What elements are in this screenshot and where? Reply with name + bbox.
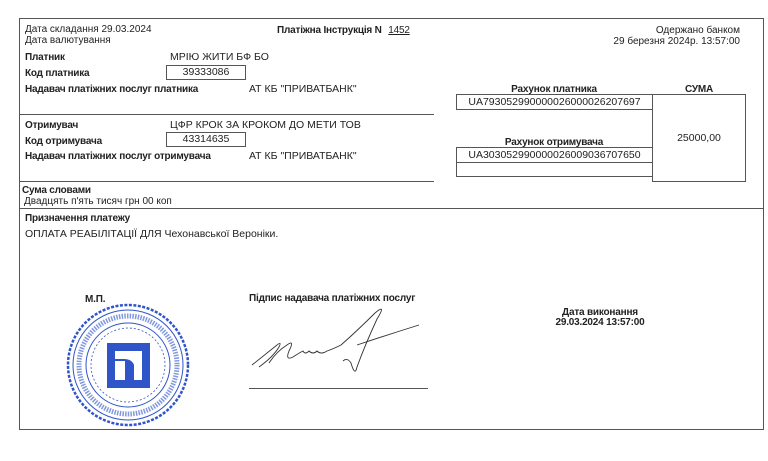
execution-date (540, 308, 660, 328)
payer-provider-label: Надавач платіжних послуг платника (25, 84, 199, 95)
recipient-name: ЦФР КРОК ЗА КРОКОМ ДО МЕТИ ТОВ (170, 119, 361, 131)
received-by-bank (613, 25, 740, 47)
stamp-label: М.П. (85, 294, 106, 305)
recipient-account-extra-box (456, 162, 653, 177)
received-value: 29 березня 2024р. 13:57:00 (613, 36, 740, 47)
bank-stamp-icon (66, 303, 190, 427)
purpose-label: Призначення платежу (25, 213, 130, 224)
payer-provider: АТ КБ "ПРИВАТБАНК" (249, 83, 357, 95)
amount-words-label: Сума словами (22, 185, 91, 196)
divider-words (20, 208, 764, 209)
instruction-label: Платіжна Інструкція N (277, 25, 382, 36)
divider-payer (20, 114, 434, 115)
instruction-number: 1452 (388, 25, 410, 36)
payer-account-box: UA793052990000026000026207697 (456, 94, 653, 110)
recipient-account-label: Рахунок отримувача (504, 137, 604, 148)
recipient-account-box: UA303052990000026009036707650 (456, 147, 653, 163)
execution-value: 29.03.2024 13:57:00 (555, 317, 645, 328)
value-date-label: Дата валютування (25, 35, 111, 46)
purpose-text: ОПЛАТА РЕАБІЛІТАЦІЇ ДЛЯ Чехонавської Вероніки. (25, 228, 279, 240)
amount-words: Двадцять п'ять тисяч грн 00 коп (24, 196, 172, 207)
payer-code-label: Код платника (25, 68, 90, 79)
payer-code-box: 39333086 (166, 65, 246, 80)
payer-label: Платник (25, 52, 65, 63)
payer-name: МРІЮ ЖИТИ БФ БО (170, 51, 269, 63)
signature-icon (247, 305, 437, 390)
recipient-provider-label: Надавач платіжних послуг отримувача (25, 151, 211, 162)
amount-label: СУМА (684, 84, 714, 95)
date-composed (25, 24, 152, 35)
received-label: Одержано банком (655, 25, 740, 36)
execution-label: Дата виконання (562, 307, 638, 318)
instruction-title (277, 25, 410, 36)
recipient-code-box: 43314635 (166, 132, 246, 147)
divider-recipient (20, 181, 434, 182)
recipient-label: Отримувач (25, 120, 79, 131)
recipient-code-label: Код отримувача (25, 136, 102, 147)
signature-line (249, 388, 428, 389)
amount-box: 25000,00 (652, 94, 746, 182)
signature-label: Підпис надавача платіжних послуг (249, 293, 416, 304)
payer-account-label: Рахунок платника (511, 84, 597, 95)
recipient-provider: АТ КБ "ПРИВАТБАНК" (249, 150, 357, 162)
date-composed-value: 29.03.2024 (101, 24, 152, 35)
date-composed-label: Дата складання (25, 24, 99, 35)
